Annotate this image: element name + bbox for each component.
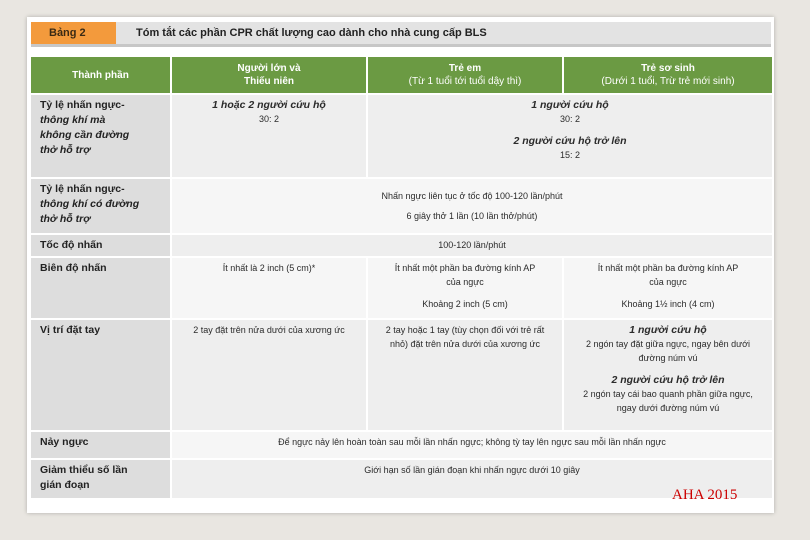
depth-child: Ít nhất một phần ba đường kính AP của ngực Khoảng 2 inch (5 cm) <box>367 257 563 319</box>
row-label-interruptions: Giảm thiểu số lần gián đoạn <box>31 459 171 499</box>
table-number-tag: Bảng 2 <box>31 22 116 44</box>
table-row <box>31 234 773 257</box>
header-row <box>31 57 773 94</box>
hand-child: 2 tay hoặc 1 tay (tùy chọn đối với trẻ rất nhỏ) đặt trên nửa dưới của xương ức <box>367 319 563 431</box>
table-row <box>31 94 773 178</box>
header-child: Trẻ em (Từ 1 tuổi tới tuổi dậy thì) <box>367 57 563 94</box>
row-label-ratio-with-airway: Tỷ lệ nhấn ngực- thông khí có đường thở hỗ trợ <box>31 178 171 234</box>
ratio-with-airway-value: Nhấn ngực liên tục ở tốc độ 100-120 lần/phút 6 giây thở 1 lần (10 lần thở/phút) <box>171 178 773 234</box>
document-page <box>27 17 774 513</box>
ratio-no-airway-adult: 1 hoặc 2 người cứu hộ 30: 2 <box>171 94 367 178</box>
interruptions-value: Giới hạn số lần gián đoạn khi nhấn ngực dưới 10 giây <box>171 459 773 499</box>
source-note: AHA 2015 <box>672 487 738 503</box>
row-label-rate: Tốc độ nhấn <box>31 234 171 257</box>
hand-adult: 2 tay đặt trên nửa dưới của xương ức <box>171 319 367 431</box>
rate-value: 100-120 lần/phút <box>171 234 773 257</box>
table-row <box>31 319 773 431</box>
table-row <box>31 431 773 459</box>
table-title-bar <box>31 22 771 47</box>
depth-adult: Ít nhất là 2 inch (5 cm)* <box>171 257 367 319</box>
header-component: Thành phần <box>31 57 171 94</box>
recoil-value: Để ngực nảy lên hoàn toàn sau mỗi lần nhấn ngực; không tỳ tay lên ngực sau mỗi lần nhấn ngực <box>171 431 773 459</box>
table-row <box>31 257 773 319</box>
ratio-no-airway-child-infant: 1 người cứu hộ 30: 2 2 người cứu hộ trở lên 15: 2 <box>367 94 773 178</box>
header-infant: Trẻ sơ sinh (Dưới 1 tuổi, Trừ trẻ mới sinh) <box>563 57 773 94</box>
table-title: Tóm tắt các phần CPR chất lượng cao dành cho nhà cung cấp BLS <box>136 27 487 39</box>
depth-infant: Ít nhất một phần ba đường kính AP của ngực Khoảng 1½ inch (4 cm) <box>563 257 773 319</box>
header-adult: Người lớn và Thiếu niên <box>171 57 367 94</box>
row-label-hand: Vị trí đặt tay <box>31 319 171 431</box>
table-row <box>31 178 773 234</box>
row-label-depth: Biên độ nhấn <box>31 257 171 319</box>
hand-infant: 1 người cứu hộ 2 ngón tay đặt giữa ngực, ngay bên dưới đường núm vú 2 người cứu hộ trở lên 2 ngón tay cái bao quanh phần giữa ngực, ngay dưới đường núm vú <box>563 319 773 431</box>
cpr-summary-table <box>31 57 773 500</box>
table-row <box>31 459 773 499</box>
row-label-ratio-no-airway: Tỷ lệ nhấn ngực- thông khí mà không cần đường thở hỗ trợ <box>31 94 171 178</box>
row-label-recoil: Nảy ngực <box>31 431 171 459</box>
